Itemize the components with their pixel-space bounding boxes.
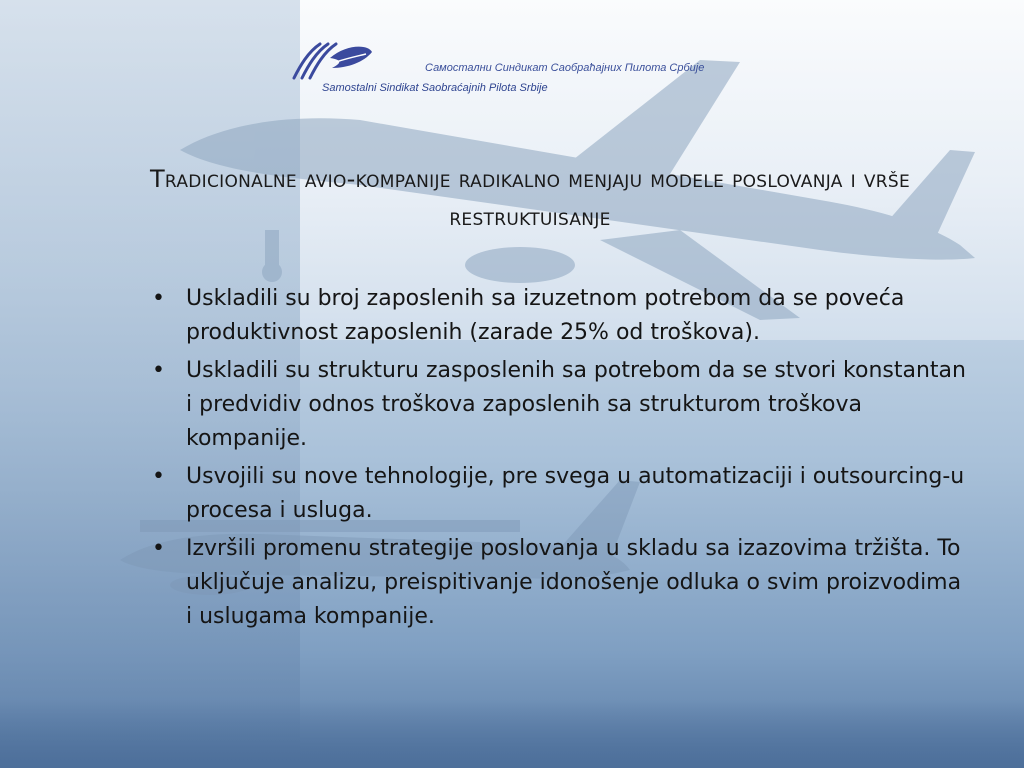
bullet-item [148, 282, 968, 350]
slide-title: Tradicionalne avio-kompanije radikalno menjaju modele poslovanja i vrše restruktuisanje [149, 165, 911, 231]
org-name-latin: Samostalni Sindikat Saobraćajnih Pilota Srbije [322, 82, 548, 94]
wing-logo-icon [286, 38, 376, 84]
bullet-list [148, 282, 968, 638]
bullet-marker: • [152, 464, 165, 489]
bullet-text: Uskladili su strukturu zasposlenih sa potrebom da se stvori konstantan i predvidiv odnos troškova zaposlenih sa strukturom troškova kompanije. [186, 358, 966, 451]
org-name-cyrillic: Самостални Синдикат Саобраћајних Пилота Србије [425, 62, 705, 74]
bullet-text: Usvojili su nove tehnologije, pre svega u automatizaciji i outsourcing-u procesa i usluga. [186, 464, 965, 523]
bullet-marker: • [152, 358, 165, 383]
background-bottom-band [0, 700, 1024, 768]
bullet-item [148, 460, 968, 528]
bullet-text: Uskladili su broj zaposlenih sa izuzetnom potrebom da se poveća produktivnost zaposlenih (zarade 25% od troškova). [186, 286, 905, 345]
bullet-text: Izvršili promenu strategije poslovanja u skladu sa izazovima tržišta. To uključuje analizu, preispitivanje idonošenje odluka o svim proizvodima i uslugama kompanije. [186, 536, 962, 629]
bullet-item [148, 354, 968, 456]
bullet-item [148, 532, 968, 634]
bullet-marker: • [152, 536, 165, 561]
bullet-marker: • [152, 286, 165, 311]
